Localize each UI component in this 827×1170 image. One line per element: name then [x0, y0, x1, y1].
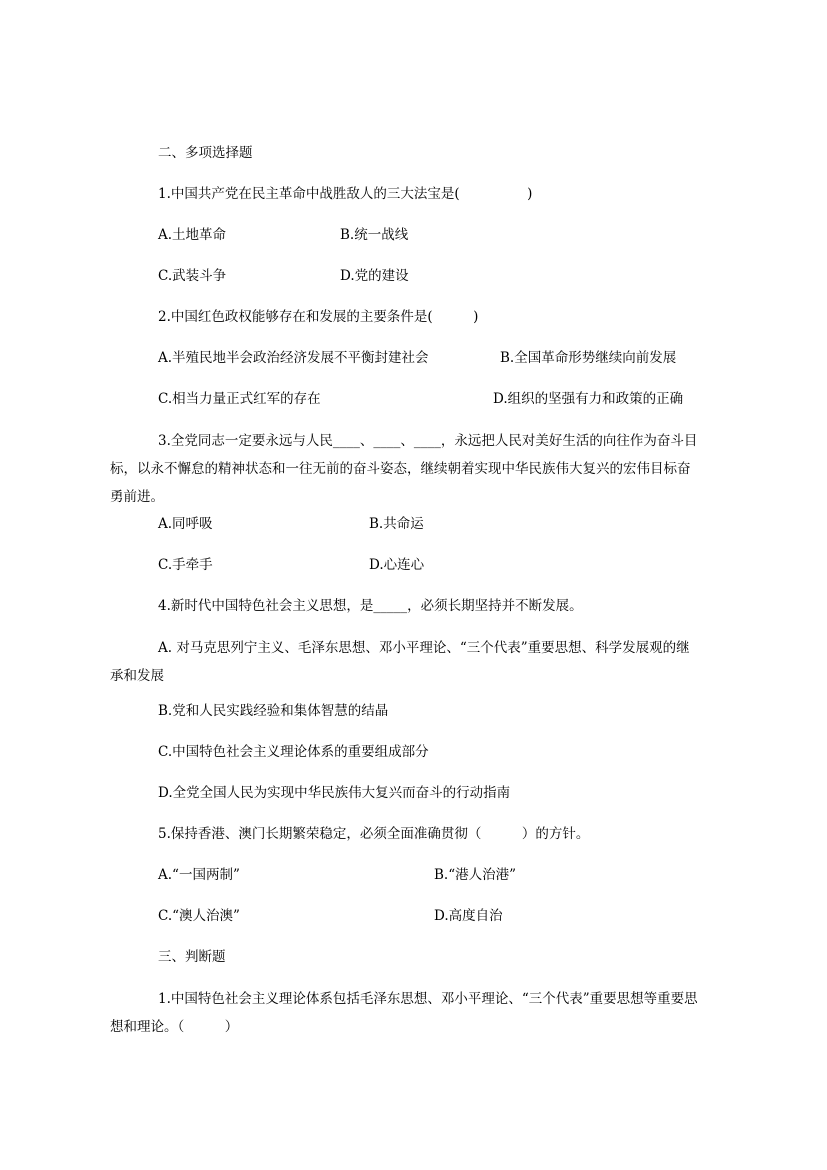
question-4-option-b: B.党和人民实践经验和集体智慧的结晶 — [158, 703, 389, 719]
question-1-option-d: D.党的建设 — [340, 268, 409, 284]
question-5-option-c: C.“澳人治澳” — [158, 908, 240, 924]
question-2-option-b: B.全国革命形势继续向前发展 — [500, 350, 677, 366]
question-2-option-c: C.相当力量正式红军的存在 — [158, 391, 321, 407]
question-4-option-c: C.中国特色社会主义理论体系的重要组成部分 — [158, 744, 429, 760]
question-2-option-d: D.组织的坚强有力和政策的正确 — [493, 391, 684, 407]
question-3-option-d: D.心连心 — [369, 557, 425, 573]
question-3-stem: 3.全党同志一定要永远与人民____、____、____，永远把人民对美好生活的向往作为奋斗目标，以永不懈怠的精神状态和一往无前的奋斗姿态，继续朝着实现中华民族伟大复兴的宏伟目标奋勇前进。 — [110, 433, 698, 505]
section-heading-multiple-choice: 二、多项选择题 — [158, 145, 253, 161]
question-5-option-d: D.高度自治 — [434, 908, 503, 924]
question-3-option-b: B.共命运 — [369, 516, 424, 532]
question-4-option-d: D.全党全国人民为实现中华民族伟大复兴而奋斗的行动指南 — [158, 785, 511, 801]
question-3-option-a: A.同呼吸 — [158, 516, 213, 532]
question-5-option-b: B.“港人治港” — [434, 867, 517, 883]
question-1-option-a: A.土地革命 — [158, 227, 227, 243]
question-2-option-a: A.半殖民地半会政治经济发展不平衡封建社会 — [158, 350, 429, 366]
question-3-option-c: C.手牵手 — [158, 557, 213, 573]
judge-question-1-stem: 1.中国特色社会主义理论体系包括毛泽东思想、邓小平理论、“三个代表”重要思想等重要思想和理论。（ ） — [110, 991, 698, 1035]
question-4-option-a: A. 对马克思列宁主义、毛泽东思想、邓小平理论、“三个代表”重要思想、科学发展观的继承和发展 — [110, 640, 690, 684]
question-2-stem: 2.中国红色政权能够存在和发展的主要条件是( ) — [158, 309, 479, 325]
question-1-option-b: B.统一战线 — [340, 227, 409, 243]
section-heading-true-false: 三、判断题 — [158, 949, 226, 965]
question-5-stem: 5.保持香港、澳门长期繁荣稳定，必须全面准确贯彻（ ）的方针。 — [158, 826, 590, 842]
question-5-option-a: A.“一国两制” — [158, 867, 240, 883]
question-1-option-c: C.武装斗争 — [158, 268, 227, 284]
question-1-stem: 1.中国共产党在民主革命中战胜敌人的三大法宝是( ) — [158, 186, 533, 202]
question-4-stem: 4.新时代中国特色社会主义思想，是_____，必须长期坚持并不断发展。 — [158, 598, 583, 614]
